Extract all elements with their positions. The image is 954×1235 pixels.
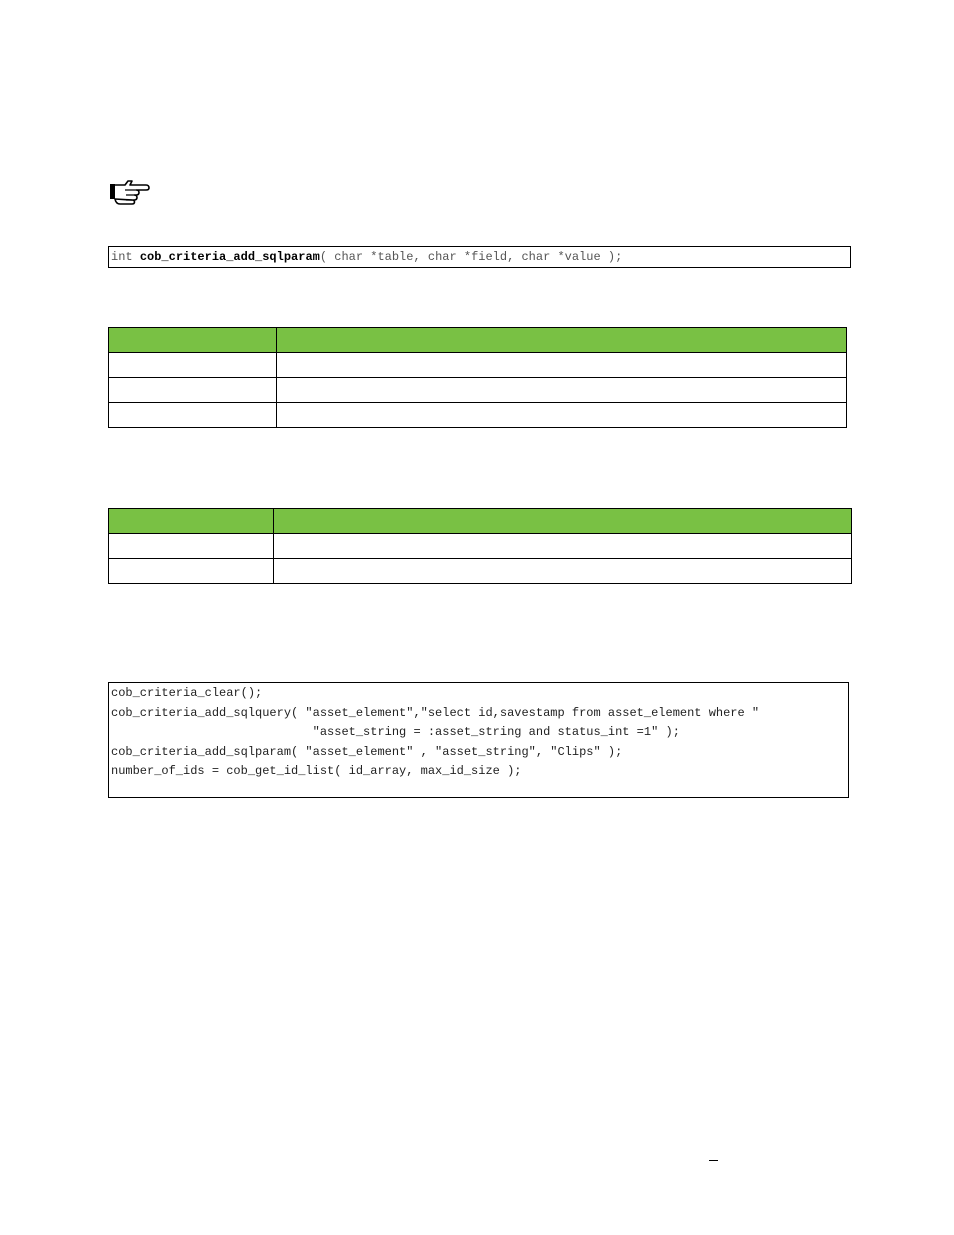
function-prototype (108, 246, 851, 268)
table-header-row (109, 509, 852, 534)
table-row (109, 353, 847, 378)
table-header-cell (277, 328, 847, 353)
pointing-hand-icon (108, 179, 150, 205)
table-header-cell (274, 509, 852, 534)
return-values-table (108, 508, 852, 584)
table-row (109, 378, 847, 403)
footer-dash (709, 1160, 718, 1161)
table-header-cell (109, 509, 274, 534)
code-line: cob_criteria_add_sqlparam( "asset_element" , "asset_string", "Clips" ); (111, 745, 623, 759)
code-line: cob_criteria_add_sqlquery( "asset_element","select id,savestamp from asset_element where " (111, 706, 760, 720)
table-cell (109, 534, 274, 559)
code-line: number_of_ids = cob_get_id_list( id_array, max_id_size ); (111, 764, 522, 778)
prototype-function-name: cob_criteria_add_sqlparam (139, 250, 320, 264)
table-cell (274, 559, 852, 584)
table-cell (277, 378, 847, 403)
parameters-table (108, 327, 847, 428)
table-cell (109, 378, 277, 403)
table-cell (109, 353, 277, 378)
prototype-arguments: ( char *table, char *field, char *value ); (319, 250, 623, 264)
table-cell (277, 353, 847, 378)
table-cell (109, 403, 277, 428)
code-line: cob_criteria_clear(); (111, 686, 263, 700)
example-code-block (108, 682, 849, 798)
table-cell (109, 559, 274, 584)
table-header-row (109, 328, 847, 353)
table-header-cell (109, 328, 277, 353)
table-cell (274, 534, 852, 559)
table-cell (277, 403, 847, 428)
table-row (109, 559, 852, 584)
table-row (109, 534, 852, 559)
table-row (109, 403, 847, 428)
code-line: "asset_string = :asset_string and status_int =1" ); (111, 725, 680, 739)
prototype-return-type: int (111, 250, 133, 264)
